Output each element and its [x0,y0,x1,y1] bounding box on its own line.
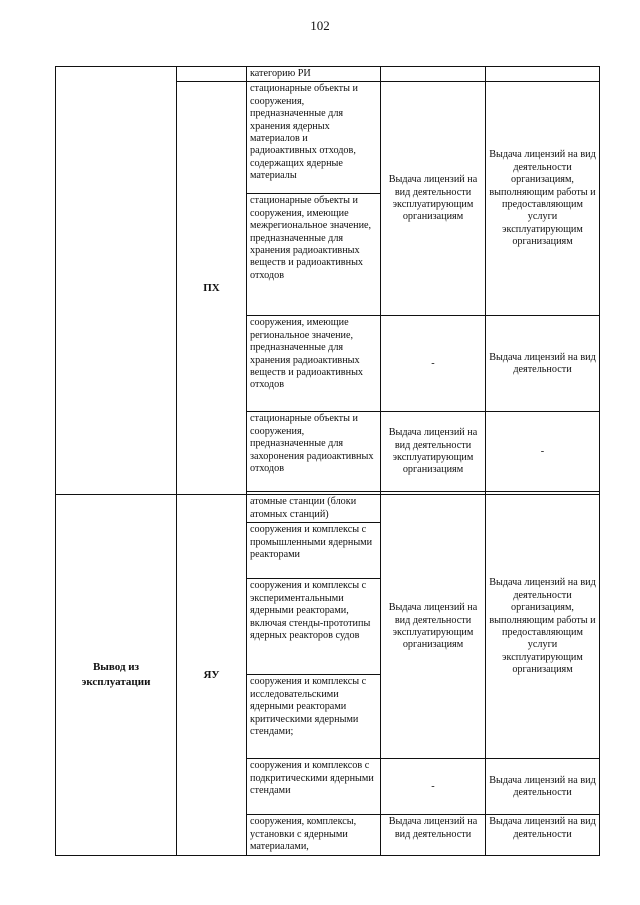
table-row [56,67,600,82]
licensing-cell-merged: Выдача лицензий на вид деятельности эксплуатирующим организациям [381,82,486,316]
licensing-cell: Выдача лицензий на вид деятельности [486,316,600,412]
group-label-yu: ЯУ [177,495,247,855]
object-cell: сооружения, имеющие региональное значение, предназначенные для хранения радиоактивных веществ и радиоактивных отходов [247,316,381,412]
licensing-cell: - [486,412,600,492]
object-cell: атомные станции (блоки атомных станций) [247,495,381,523]
group-cell-blank [177,67,247,82]
object-cell: сооружения и комплексы с исследовательскими ядерными реакторами критическими ядерными стендами; [247,675,381,759]
licensing-cell [486,67,600,82]
object-cell: стационарные объекты и сооружения, предназначенные для захоронения радиоактивных отходов [247,412,381,492]
object-cell: категорию РИ [247,67,381,82]
object-cell: сооружения, комплексы, установки с ядерными материалами, [247,815,381,855]
object-cell: сооружения и комплексы с экспериментальными ядерными реакторами, включая стенды-прототипы ядерных реакторов судов [247,579,381,675]
license-table [55,66,600,856]
licensing-cell-merged: Выдача лицензий на вид деятельности организациям, выполняющим работы и предоставляющим услуги эксплуатирующим организациям [486,82,600,316]
object-cell: сооружения и комплексов с подкритическими ядерными стендами [247,759,381,815]
licensing-cell: Выдача лицензий на вид деятельности [486,815,600,855]
stage-cell-top [56,67,177,495]
licensing-cell: - [381,759,486,815]
licensing-cell: Выдача лицензий на вид деятельности [381,815,486,855]
licensing-cell-merged: Выдача лицензий на вид деятельности эксплуатирующим организациям [381,495,486,759]
group-label-px: ПХ [177,82,247,495]
object-cell: стационарные объекты и сооружения, предназначенные для хранения ядерных материалов и радиоактивных отходов, содержащих ядерные материалы [247,82,381,194]
licensing-cell [381,67,486,82]
page-number: 102 [310,18,330,33]
licensing-cell: Выдача лицензий на вид деятельности эксплуатирующим организациям [381,412,486,492]
licensing-cell: Выдача лицензий на вид деятельности [486,759,600,815]
licensing-cell: - [381,316,486,412]
licensing-cell-merged: Выдача лицензий на вид деятельности организациям, выполняющим работы и предоставляющим услуги эксплуатирующим организациям [486,495,600,759]
object-cell: стационарные объекты и сооружения, имеющие межрегиональное значение, предназначенные для хранения радиоактивных веществ и радиоактивных отходов [247,194,381,316]
object-cell: сооружения и комплексы с промышленными ядерными реакторами [247,523,381,579]
stage-label: Вывод из эксплуатации [56,495,177,855]
table-row [56,495,600,523]
